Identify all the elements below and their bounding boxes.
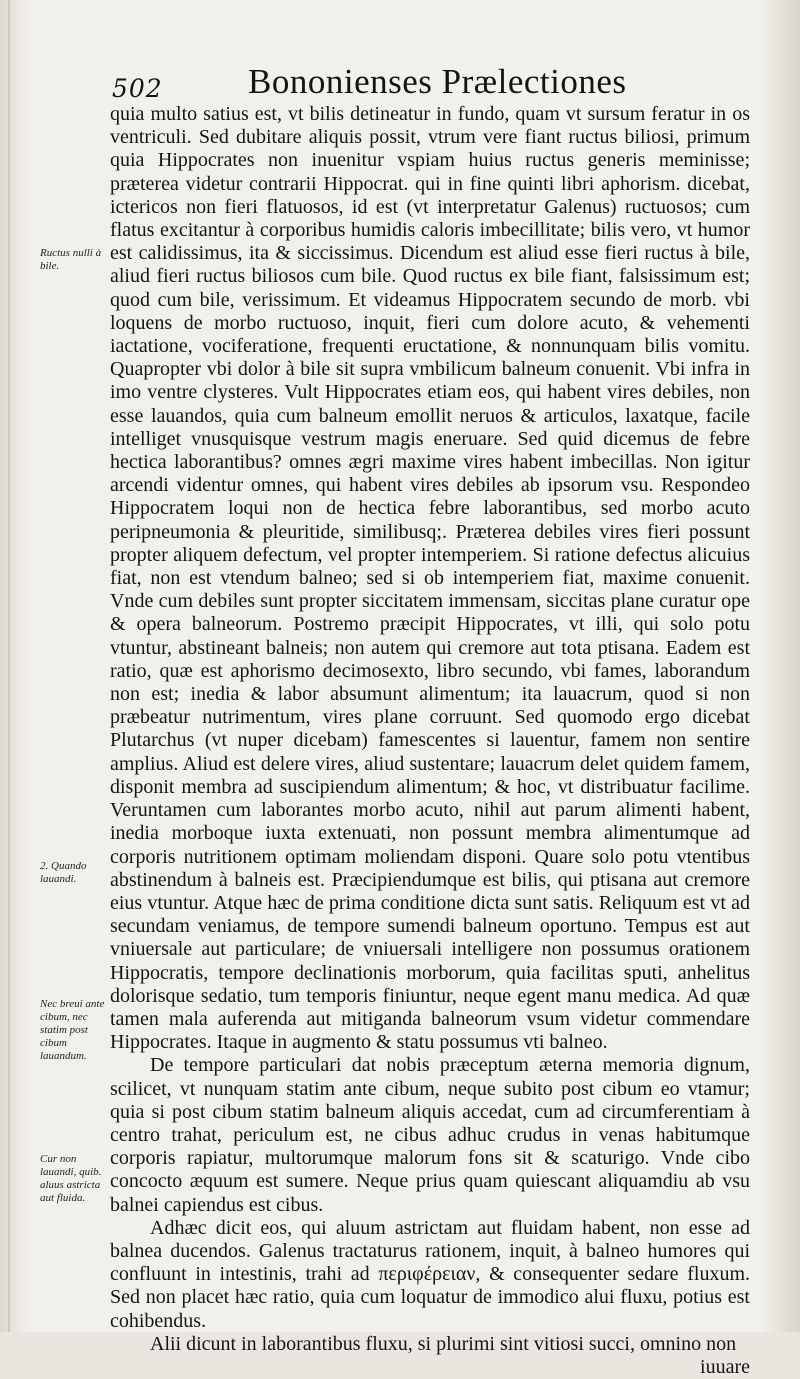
- gutter-shadow: [8, 0, 10, 1332]
- paragraph-1: quia multo satius est, vt bilis detineatur in fundo, quam vt sursum feratur in os ventriculi. Sed dubitare aliquis possit, vtrum vere fiant ructus biliosi, primum quia Hippocrates non inuenitur vspiam huius ructus generis meminisse; præterea videtur contrarii Hippocrat. qui in fine quinti libri aphorism. dicebat, ictericos non fieri flatuosos, id est (vt interpretatur Galenus) ructuosos; cum flatus excitantur à corporibus humidis caloris imbecillitate; bilis vero, vt humor est calidissimus, ita & siccissimus. Dicendum est aliud esse fieri ructus à bile, aliud fieri ructus biliosos cum bile. Quod ructus ex bile fiant, falsissimum est; quod cum bile, verissimum. Et videamus Hippocratem secundo de morb. vbi loquens de morbo ructuoso, inquit, fieri cum dolore acuto, & vehementi iactatione, vociferatione, frequenti eructatione, & nonnunquam bilis vomitu. Quapropter vbi dolor à bile sit supra vmbilicum balneum conuenit. Vbi infra in imo ventre clysteres. Vult Hippocrates etiam eos, qui habent vires debiles, non esse lauandos, quia cum balneum emollit neruos & articulos, laxatque, facile intelliget vnusquisque vestrum magis eneruare. Sed quid dicemus de febre hectica laborantibus? omnes ægri maxime vires habent imbecillas. Non igitur arcendi videntur omnes, qui habent vires debiles ab ipsorum vsu. Respondeo Hippocratem loqui non de hectica febre laborantibus, sed morbo acuto peripneumonia & pleuritide, similibusq;. Præterea debiles vires fieri possunt propter aliquem defectum, vel propter intemperiem. Si ratione defectus alicuius fiat, non est vtendum balneo; sed si ob intemperiem fiat, maxime conuenit. Vnde cum debiles sunt propter siccitatem immensam, siccitas plane curatur ope & opera balneorum. Postremo præcipit Hippocrates, vt illi, qui solo potu vtuntur, abstineant balneis; non autem qui cremore aut tota ptisana. Eadem est ratio, quæ est aphorismo decimosexto, libro secundo, vbi fames, laborandum non est; inedia & labor absumunt alimentum; ita lauacrum, quod si non præbeatur nutrimentum, vires plane corruunt. Sed quomodo ergo dicebat Plutarchus (vt nuper dicebam) famescentes si lauentur, famem non sentire amplius. Aliud est delere vires, aliud sustentare; lauacrum delet quidem famem, disponit membra ad suscipiendum alimentum; & hoc, vt distribuatur facilime. Veruntamen cum laborantes morbo acuto, nihil aut parum alimenti habent, inedia morboque iuxta extenuati, non possunt membra alimentumque ad corporis nutritionem optimam moliendam disponi. Quare solo potu vtentibus abstinendum à balneis est. Præcipiendumque est bilis, qui ptisana aut cremore eius vtuntur. Atque hæc de prima conditione dicta sunt satis. Reliquum est vt ad secundam veniamus, de tempore sumendi balneum oportuno. Tempus est aut vniuersale aut particulare; de vniuersali intelligere non possumus orationem Hippocratis, tempore declinationis morborum, quia facilitas sputi, anhelitus dolorisque sedatio, tum temporis finiuntur, neque egent manu medica. Ad quæ tamen mala auferenda aut mitiganda balneorum vsum videtur commendare Hippocrates. Itaque in augmento & statu possumus vti balneo.: [110, 103, 750, 1054]
- catchword: iuuare: [700, 1355, 750, 1378]
- page-number: 502: [112, 74, 163, 103]
- paragraph-2: De tempore particulari dat nobis præceptum æterna memoria dignum, scilicet, vt nunquam statim ante cibum, neque subito post cibum eo vtamur; quia si post cibum statim balneum aliquis accedat, cum ad circumferentiam à centro trahat, periculum est, ne cibus adhuc crudus in venas habitumque corporis rapiatur, multorumque malorum fons sit & scaturigo. Vnde cibo concocto æquum est sumere. Neque prius quam quiescant aliquamdiu ab vsu balnei capiendus est cibus.: [110, 1054, 750, 1216]
- main-text: [110, 103, 750, 1379]
- paragraph-4: Alii dicunt in laborantibus fluxu, si plurimi sint vitiosi succi, omnino non: [150, 1332, 737, 1355]
- marginal-note-ructus: Ructus nulli à bile.: [40, 247, 102, 272]
- marginal-note-quando-lauandi: 2. Quando lauandi.: [40, 860, 87, 885]
- marginal-note-nec-breui: Nec breui ante cibum, nec statim post cibum lauandum.: [40, 998, 105, 1062]
- marginal-note-cur-non-lauandi: Cur non lauandi, quib. aluus astricta aut fluida.: [40, 1153, 102, 1204]
- page-header: [112, 56, 672, 103]
- running-title: Bononienses Prælectiones: [248, 62, 627, 101]
- paragraph-3: Adhæc dicit eos, qui aluum astrictam aut fluidam habent, non esse ad balnea ducendos. Galenus tractaturus rationem, inquit, à balneo humores qui confluunt in intestinis, trahi ad περιφέρειαν, & consequenter sedare fluxum. Sed non placet hæc ratio, quia cum loquatur de immodico alui fluxu, potius est cohibendus.: [110, 1216, 750, 1332]
